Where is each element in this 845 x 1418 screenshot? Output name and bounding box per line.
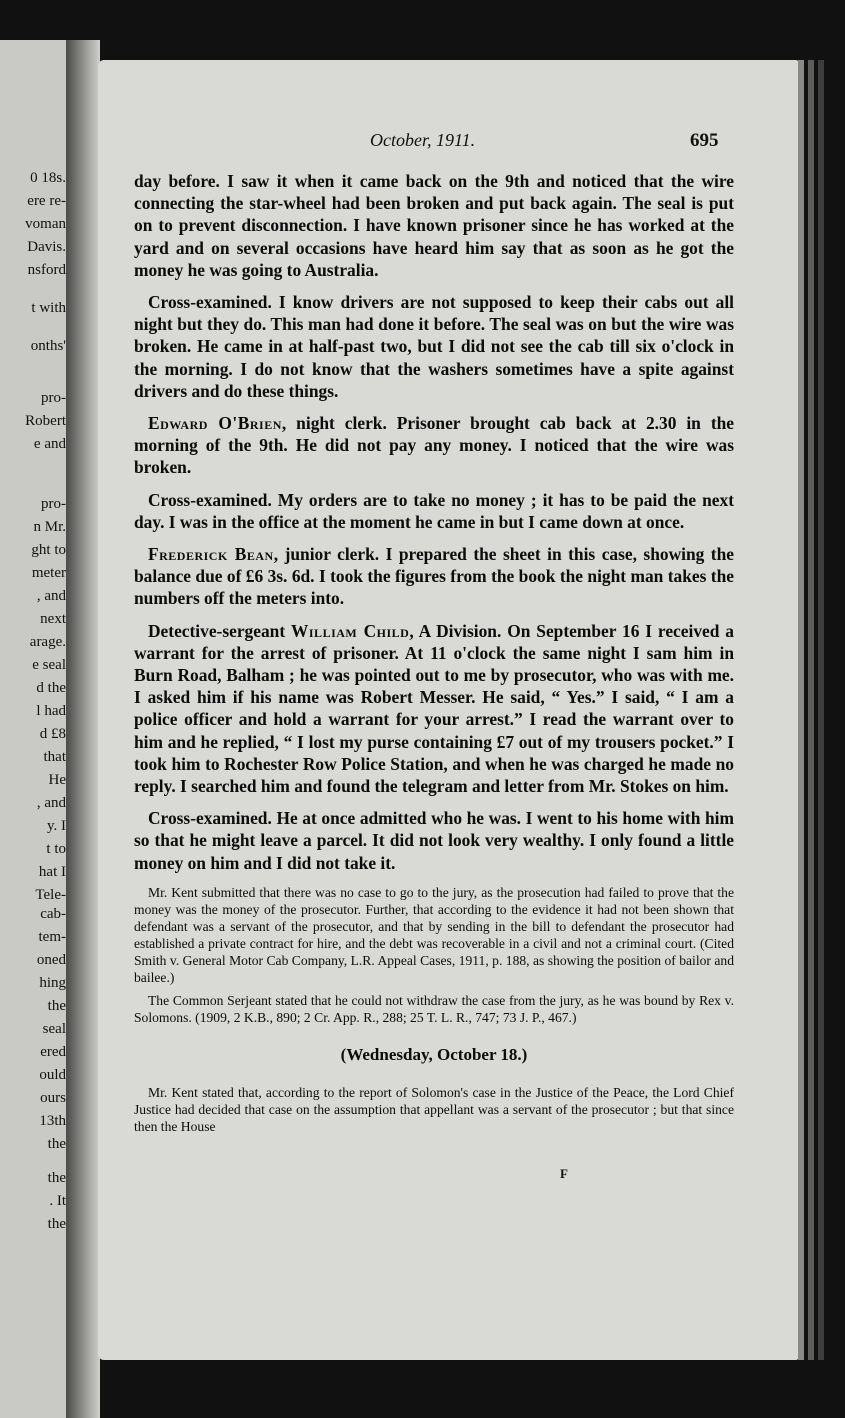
paragraph: [134, 620, 734, 798]
left-page-text-fragment: Tele-: [35, 887, 66, 903]
witness-name: Frederick Bean: [148, 544, 274, 565]
left-page-text-fragment: voman: [25, 216, 66, 232]
left-page-text-fragment: , and: [36, 795, 66, 811]
paragraph: Cross-examined. My orders are to take no money ; it has to be paid the next day. I was in the office at the moment he came in but I came down at once.: [134, 489, 734, 532]
left-page-text-fragment: d £8: [39, 726, 66, 742]
paragraph-text: , A Division. On September 16 I received a warrant for the arrest of prisoner. At 11 o'clock the same night I sam him in Burn Road, Balham ; he was pointed out to me by prosecutor, who was with me. I asked him if his name was Robert Messer. He said, “ Yes.” I said, “ I am a police officer and hold a warrant for your arrest.” I read the warrant over to him and he replied, “ I lost my purse containing £7 out of my trousers pocket.” I took him to Rochester Row Police Station, and when he was charged he made no reply. I searched him and found the telegram and letter from Mr. Stokes on him.: [134, 620, 734, 797]
left-page-text-fragment: ere re-: [27, 193, 66, 209]
left-page-text-fragment: pro-: [41, 496, 66, 512]
header-date: October, 1911.: [370, 130, 476, 150]
left-page-text-fragment: y. I: [46, 818, 66, 834]
left-page-text-fragment: cab-: [40, 906, 66, 922]
left-page-text-fragment: nsford: [27, 262, 66, 278]
left-page-text-fragment: that: [43, 749, 66, 765]
paragraph: [134, 412, 734, 479]
submission-paragraph: Mr. Kent submitted that there was no case to go to the jury, as the prosecution had failed to prove that the money was the money of the prosecutor. Further, that according to the evidence it had not been shown that defendant was a servant of the prosecutor, and that by sending in the bill to defendant the prosecutor had established a private contract for hire, and the debt was recoverable in a civil and not a criminal court. (Cited Smith v. General Motor Cab Company, L.R. Appeal Cases, 1911, p. 188, as showing the position of bailor and bailee.): [134, 884, 734, 985]
left-page-text-fragment: n Mr.: [33, 519, 66, 535]
left-page-text-fragment: He: [48, 772, 66, 788]
page-edge-stack: [808, 60, 814, 1360]
left-page-text-fragment: e and: [33, 436, 66, 452]
left-page-text-fragment: l had: [36, 703, 66, 719]
left-page-edge: [0, 40, 70, 1418]
page-number: 695: [690, 130, 719, 151]
book-page: [98, 60, 798, 1360]
paragraph-text: Detective-sergeant: [148, 620, 291, 641]
paragraph: day before. I saw it when it came back on the 9th and noticed that the wire connecting the star-wheel had been broken and put back again. The seal is put on to prevent disconnection. I have known prisoner since he has worked at the yard and on several occasions have heard him say that as soon as he got the money he was going to Australia.: [134, 171, 734, 280]
submission-paragraph: Mr. Kent stated that, according to the report of Solomon's case in the Justice of the Peace, the Lord Chief Justice had decided that case on the assumption that appellant was a servant of the prosecutor ; but that since then the House: [134, 1085, 734, 1135]
left-page-text-fragment: ould: [39, 1067, 66, 1083]
left-page-text-fragment: onths': [30, 338, 66, 354]
left-page-text-fragment: meter: [31, 565, 66, 581]
paragraph-text: , junior clerk. I prepared the sheet in this case, showing the balance due of £6 3s. 6d. I took the figures from the book the night man takes the numbers off the meters into.: [134, 544, 734, 609]
page-edge-stack: [798, 60, 804, 1360]
left-page-text-fragment: the: [47, 998, 66, 1014]
left-page-text-fragment: next: [40, 611, 66, 627]
page-body: [134, 170, 734, 1141]
left-page-text-fragment: oned: [36, 952, 66, 968]
left-page-text-fragment: hing: [39, 975, 66, 991]
left-page-text-fragment: Robert: [25, 413, 66, 429]
paragraph: Cross-examined. He at once admitted who he was. I went to his home with him so that he might leave a parcel. It did not look very wealthy. I only found a little money on him and I did not take it.: [134, 808, 734, 873]
page-edge-stack: [818, 60, 824, 1360]
left-page-text-fragment: ered: [40, 1044, 66, 1060]
left-page-text-fragment: tem-: [38, 929, 66, 945]
witness-name: Edward O'Brien: [148, 413, 282, 434]
left-page-text-fragment: 13th: [39, 1113, 66, 1129]
left-page-text-fragment: arage.: [29, 634, 66, 650]
paragraph-text: , night clerk. Prisoner brought cab back at 2.30 in the morning of the 9th. He did not pay any money. I noticed that the wire was broken.: [134, 413, 735, 478]
left-page-text-fragment: the: [47, 1170, 66, 1186]
left-page-text-fragment: hat I: [38, 864, 66, 880]
left-page-text-fragment: ours: [40, 1090, 66, 1106]
left-page-text-fragment: ght to: [31, 542, 66, 558]
left-page-text-fragment: 0 18s.: [30, 170, 66, 186]
left-page-text-fragment: t to: [46, 841, 66, 857]
left-page-text-fragment: d the: [36, 680, 66, 696]
witness-name: William Child: [291, 620, 410, 641]
paragraph: [134, 543, 734, 610]
left-page-text-fragment: e seal: [32, 657, 66, 673]
paragraph: Cross-examined. I know drivers are not supposed to keep their cabs out all night but they do. This man had done it before. The seal was on but the wire was broken. He came in at half-past two, but I did not see the cab till six o'clock in the morning. I do not know that the washers sometimes have a spite against drivers and do these things.: [134, 292, 734, 401]
left-page-text-fragment: the: [47, 1216, 66, 1232]
left-page-text-fragment: , and: [36, 588, 66, 604]
day-heading: (Wednesday, October 18.): [340, 1044, 528, 1064]
left-page-text-fragment: t with: [31, 300, 66, 316]
left-page-text-fragment: Davis.: [27, 239, 66, 255]
left-page-text-fragment: . It: [49, 1193, 66, 1209]
submission-paragraph: The Common Serjeant stated that he could not withdraw the case from the jury, as he was bound by Rex v. Solomons. (1909, 2 K.B., 890; 2 Cr. App. R., 288; 25 T. L. R., 747; 73 J. P., 467.): [134, 992, 734, 1025]
running-header: [98, 130, 798, 160]
left-page-text-fragment: the: [47, 1136, 66, 1152]
left-page-text-fragment: pro-: [41, 390, 66, 406]
book-gutter: [66, 40, 100, 1418]
left-page-text-fragment: seal: [42, 1021, 66, 1037]
signature-mark: F: [560, 1166, 568, 1181]
